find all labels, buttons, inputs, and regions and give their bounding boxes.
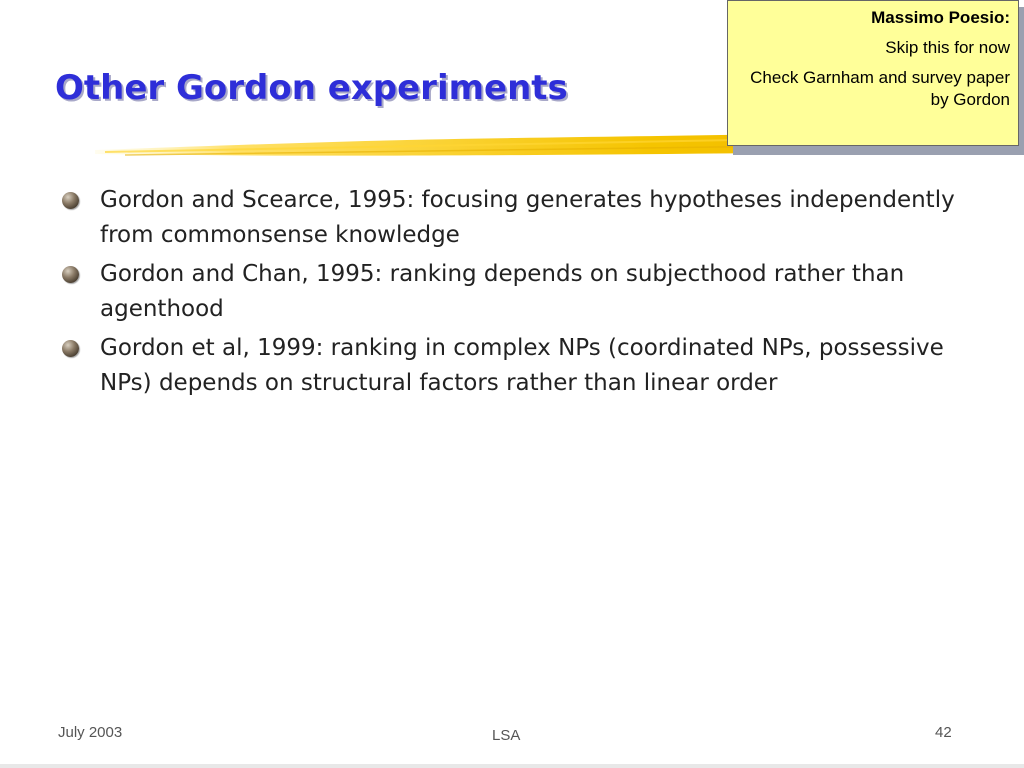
bullet-text: Gordon et al, 1999: ranking in complex NPs (coordinated NPs, possessive NPs) depends on structural factors rather than linear order <box>100 335 944 396</box>
bottom-divider <box>0 764 1024 768</box>
comment-note[interactable] <box>727 0 1019 146</box>
bullet-item <box>62 331 962 401</box>
bullet-sphere-icon <box>62 192 79 209</box>
bullet-item <box>62 183 962 253</box>
bullet-sphere-icon <box>62 340 79 357</box>
slide-title: Other Gordon experiments <box>55 68 568 108</box>
comment-author: Massimo Poesio: <box>871 8 1010 27</box>
comment-line: Skip this for now <box>885 38 1010 57</box>
bullet-item <box>62 257 962 327</box>
footer-center-text: LSA <box>492 727 521 744</box>
bullet-list <box>62 183 962 405</box>
comment-line: Check Garnham and survey paper by Gordon <box>750 68 1010 109</box>
footer-page-number: 42 <box>935 724 952 741</box>
bullet-text: Gordon and Scearce, 1995: focusing generates hypotheses independently from commonsense knowledge <box>100 187 955 248</box>
bullet-text: Gordon and Chan, 1995: ranking depends on subjecthood rather than agenthood <box>100 261 905 322</box>
bullet-sphere-icon <box>62 266 79 283</box>
footer-date: July 2003 <box>58 724 123 741</box>
